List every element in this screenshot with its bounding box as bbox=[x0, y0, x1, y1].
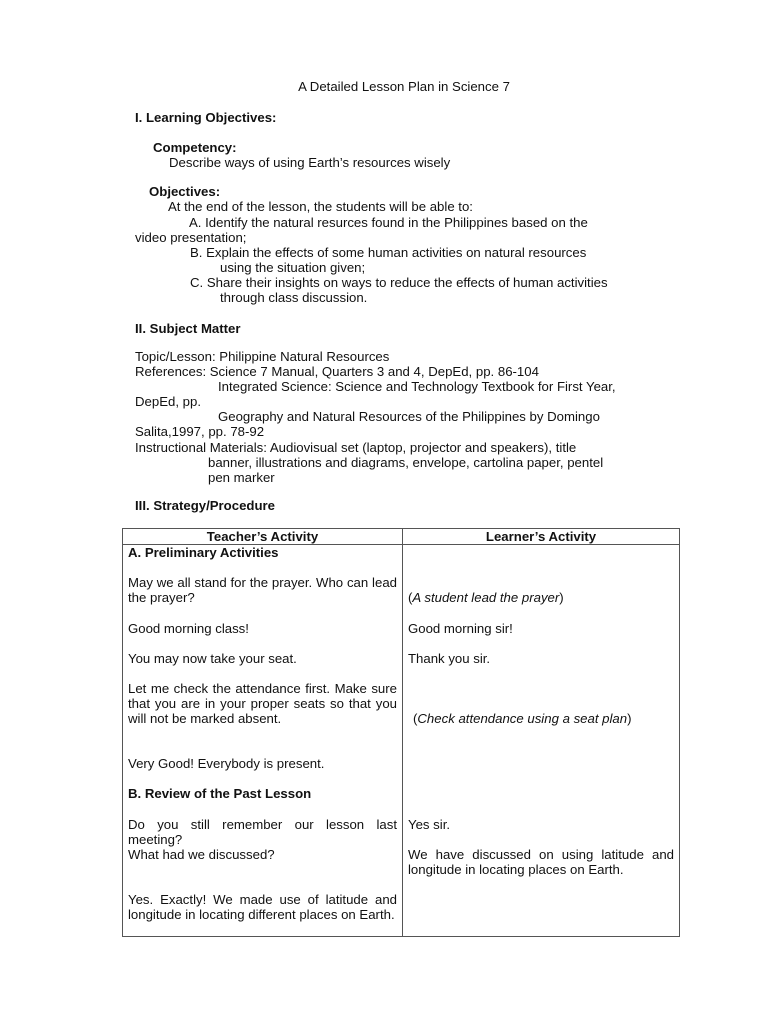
teacher-activity-cell bbox=[123, 545, 403, 937]
references-line3: DepEd, pp. bbox=[135, 394, 201, 409]
strategy-heading: III. Strategy/Procedure bbox=[135, 498, 275, 513]
objective-a-line2: video presentation; bbox=[135, 230, 247, 245]
learner-prayer: (A student lead the prayer) bbox=[408, 590, 564, 605]
objectives-intro: At the end of the lesson, the students will be able to: bbox=[168, 199, 473, 214]
document-title: A Detailed Lesson Plan in Science 7 bbox=[298, 79, 510, 94]
preliminary-activities-heading: A. Preliminary Activities bbox=[128, 545, 279, 560]
materials-line3: pen marker bbox=[208, 470, 275, 485]
learning-objectives-heading: I. Learning Objectives: bbox=[135, 110, 277, 125]
objective-a-line1: A. Identify the natural resurces found in the Philippines based on the bbox=[189, 215, 588, 230]
references-line5: Salita,1997, pp. 78-92 bbox=[135, 424, 265, 439]
learner-discussed: We have discussed on using latitude and longitude in locating places on Earth. bbox=[408, 847, 674, 877]
teacher-attendance: Let me check the attendance first. Make sure that you are in your proper seats so that you will not be marked absent. bbox=[128, 681, 397, 726]
competency-heading: Competency: bbox=[153, 140, 237, 155]
teacher-exactly: Yes. Exactly! We made use of latitude and longitude in locating different places on Earth. bbox=[128, 892, 397, 922]
learner-attendance: (Check attendance using a seat plan) bbox=[413, 711, 632, 726]
references-line4: Geography and Natural Resources of the Philippines by Domingo bbox=[218, 409, 600, 424]
objectives-heading: Objectives: bbox=[149, 184, 221, 199]
objective-c-line2: through class discussion. bbox=[220, 290, 368, 305]
competency-text: Describe ways of using Earth’s resources wisely bbox=[169, 155, 451, 170]
references-line1: References: Science 7 Manual, Quarters 3 and 4, DepEd, pp. 86-104 bbox=[135, 364, 539, 379]
materials-line2: banner, illustrations and diagrams, envelope, cartolina paper, pentel bbox=[208, 455, 604, 470]
review-past-lesson-heading: B. Review of the Past Lesson bbox=[128, 786, 312, 801]
teacher-present: Very Good! Everybody is present. bbox=[128, 756, 325, 771]
teacher-discussed: What had we discussed? bbox=[128, 847, 275, 862]
objective-b-line2: using the situation given; bbox=[220, 260, 366, 275]
teacher-remember: Do you still remember our lesson last meeting? bbox=[128, 817, 397, 847]
materials-line1: Instructional Materials: Audiovisual set (laptop, projector and speakers), title bbox=[135, 440, 577, 455]
subject-matter-heading: II. Subject Matter bbox=[135, 321, 241, 336]
learner-thanks: Thank you sir. bbox=[408, 651, 491, 666]
learner-activity-cell bbox=[403, 545, 680, 937]
objective-b-line1: B. Explain the effects of some human activities on natural resources bbox=[190, 245, 587, 260]
objective-c-line1: C. Share their insights on ways to reduce the effects of human activities bbox=[190, 275, 608, 290]
table-header-row bbox=[123, 529, 680, 545]
learner-greeting: Good morning sir! bbox=[408, 621, 513, 636]
learner-yes: Yes sir. bbox=[408, 817, 451, 832]
teacher-seat: You may now take your seat. bbox=[128, 651, 297, 666]
activity-table bbox=[122, 528, 680, 937]
table-row bbox=[123, 545, 680, 937]
references-line2: Integrated Science: Science and Technology Textbook for First Year, bbox=[218, 379, 616, 394]
teacher-greeting: Good morning class! bbox=[128, 621, 249, 636]
topic-line: Topic/Lesson: Philippine Natural Resources bbox=[135, 349, 390, 364]
teacher-prayer: May we all stand for the prayer. Who can lead the prayer? bbox=[128, 575, 397, 605]
teacher-column-header: Teacher’s Activity bbox=[123, 529, 403, 545]
learner-column-header: Learner’s Activity bbox=[403, 529, 680, 545]
